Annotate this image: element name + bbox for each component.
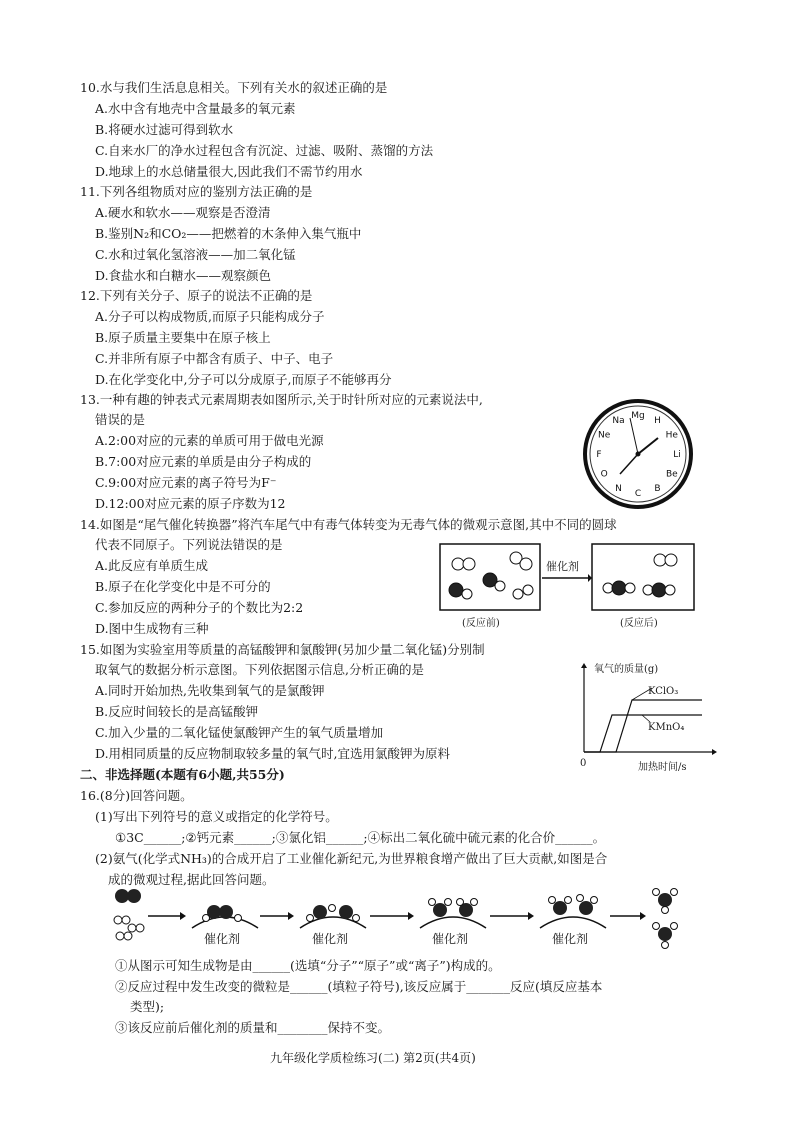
clock-element-n: N	[615, 483, 622, 494]
kmno4-leader	[642, 715, 650, 722]
chart-y-label: 氧气的质量(g)	[594, 664, 659, 675]
q16-part1: (1)写出下列符号的意义或指定的化学符号。	[95, 809, 338, 824]
q15-stem-line2: 取氧气的数据分析示意图。下列依据图示信息,分析正确的是	[95, 662, 424, 677]
clock-element-b: B	[654, 483, 661, 494]
q14-option-b: B.原子在化学变化中是不可分的	[95, 579, 271, 594]
clock-element-he: He	[665, 430, 678, 441]
q16-part2-line2: 成的微观过程,据此回答问题。	[108, 872, 275, 887]
chart-y-axis-arrow	[581, 663, 587, 668]
q14-stem-line1: 14.如图是“尾气催化转换器”将汽车尾气中有毒气体转变为无毒气体的微观示意图,其中不同的圆球	[80, 517, 617, 532]
clock-element-be: Be	[665, 469, 678, 480]
q12-option-a: A.分子可以构成物质,而原子只能构成分子	[95, 309, 325, 324]
q13-option-d: D.12:00对应元素的原子序数为12	[95, 496, 286, 511]
q12-stem: 12.下列有关分子、原子的说法不正确的是	[80, 288, 313, 303]
ammonia-product-molecules	[653, 889, 678, 949]
q14-before-label: (反应前)	[462, 618, 500, 629]
q15-option-c: C.加入少量的二氧化锰使氯酸钾产生的氧气质量增加	[95, 725, 384, 740]
element-clock-figure	[582, 398, 694, 510]
catalyst-label-2: 催化剂	[312, 932, 349, 946]
after-reaction-box	[592, 544, 694, 610]
q11-stem: 11.下列各组物质对应的鉴别方法正确的是	[80, 184, 313, 199]
q11-option-a: A.硬水和软水——观察是否澄清	[95, 205, 271, 220]
q13-option-c: C.9:00对应元素的离子符号为F⁻	[95, 475, 277, 490]
q16-sub1: ①从图示可知生成物是由______(选填“分子”“原子”或“离子”)构成的。	[115, 958, 501, 973]
q16-sub3: ③该反应前后催化剂的质量和________保持不变。	[115, 1020, 391, 1035]
clock-element-f: F	[596, 450, 602, 460]
clock-element-li: Li	[673, 450, 681, 460]
q14-option-c: C.参加反应的两种分子的个数比为2:2	[95, 600, 304, 615]
chart-origin-label: 0	[580, 758, 587, 769]
q15-stem-line1: 15.如图为实验室用等质量的高锰酸钾和氯酸钾(另加少量二氧化锰)分别制	[80, 642, 485, 657]
q10-stem: 10.水与我们生活息息相关。下列有关水的叙述正确的是	[80, 80, 388, 95]
q13-stem-line1: 13.一种有趣的钟表式元素周期表如图所示,关于时针所对应的元素说法中,	[80, 392, 483, 407]
q10-option-b: B.将硬水过滤可得到软水	[95, 122, 234, 137]
q12-option-b: B.原子质量主要集中在原子核上	[95, 330, 271, 345]
q11-option-b: B.鉴别N₂和CO₂——把燃着的木条伸入集气瓶中	[95, 226, 362, 241]
q16-part1-items: ①3C______;②钙元素______;③氯化铝______;④标出二氧化硫中硫元素的化合价______。	[115, 830, 606, 845]
catalyst-label-1: 催化剂	[204, 932, 241, 946]
q14-option-a: A.此反应有单质生成	[95, 558, 209, 573]
kmno4-line	[584, 715, 702, 752]
q15-option-a: A.同时开始加热,先收集到氧气的是氯酸钾	[95, 683, 325, 698]
q13-stem-line2: 错误的是	[95, 412, 146, 427]
catalyst-surfaces	[192, 917, 606, 928]
q16-part2-line1: (2)氨气(化学式NH₃)的合成开启了工业催化新纪元,为世界粮食增产做出了巨大贡献,如图是合	[95, 851, 608, 866]
clock-element-ne: Ne	[598, 430, 611, 441]
q16-stem: 16.(8分)回答问题。	[80, 788, 193, 803]
q13-option-b: B.7:00对应元素的单质是由分子构成的	[95, 454, 312, 469]
chart-x-label: 加热时间/s	[638, 762, 687, 773]
clock-center	[636, 452, 641, 457]
chart-series-kmno4-label: KMnO₄	[648, 722, 685, 733]
catalyst-label-3: 催化剂	[432, 932, 469, 946]
q13-option-a: A.2:00对应的元素的单质可用于做电光源	[95, 433, 324, 448]
q14-stem-line2: 代表不同原子。下列说法错误的是	[95, 537, 283, 552]
q14-option-d: D.图中生成物有三种	[95, 621, 209, 636]
chart-x-axis-arrow	[712, 749, 717, 755]
clock-element-na: Na	[612, 416, 625, 427]
page-footer: 九年级化学质检练习(二) 第2页(共4页)	[270, 1051, 476, 1065]
q12-option-c: C.并非所有原子中都含有质子、中子、电子	[95, 351, 334, 366]
q10-option-c: C.自来水厂的净水过程包含有沉淀、过滤、吸附、蒸馏的方法	[95, 143, 434, 158]
catalyst-label-4: 催化剂	[552, 932, 589, 946]
q14-after-label: (反应后)	[620, 618, 658, 629]
q11-option-c: C.水和过氧化氢溶液——加二氧化锰	[95, 247, 296, 262]
q12-option-d: D.在化学变化中,分子可以分成原子,而原子不能够再分	[95, 372, 392, 387]
adsorbed-particles	[203, 895, 598, 922]
q11-option-d: D.食盐水和白糖水——观察颜色	[95, 268, 272, 283]
clock-element-o: O	[600, 469, 608, 480]
clock-element-h: H	[654, 416, 661, 427]
reactant-molecules	[114, 889, 144, 940]
q10-option-a: A.水中含有地壳中含量最多的氧元素	[95, 101, 296, 116]
q16-sub2-line1: ②反应过程中发生改变的微粒是______(填粒子符号),该反应属于_______反应(填反应基本	[115, 979, 603, 994]
clock-element-c: C	[634, 489, 642, 499]
q16-sub2-line2: 类型);	[130, 999, 165, 1014]
q15-option-b: B.反应时间较长的是高锰酸钾	[95, 704, 259, 719]
ammonia-synthesis-figure	[110, 884, 690, 954]
chart-series-kclo3-label: KClO₃	[648, 686, 679, 697]
q14-catalyst-label: 催化剂	[546, 560, 579, 573]
clock-element-mg: Mg	[631, 411, 645, 421]
catalytic-converter-figure	[438, 542, 698, 612]
section2-title: 二、非选择题(本题有6小题,共55分)	[80, 767, 285, 782]
q15-option-d: D.用相同质量的反应物制取较多量的氧气时,宜选用氯酸钾为原料	[95, 746, 451, 761]
q10-option-d: D.地球上的水总储量很大,因此我们不需节约用水	[95, 164, 363, 179]
oxygen-mass-chart	[572, 660, 722, 770]
